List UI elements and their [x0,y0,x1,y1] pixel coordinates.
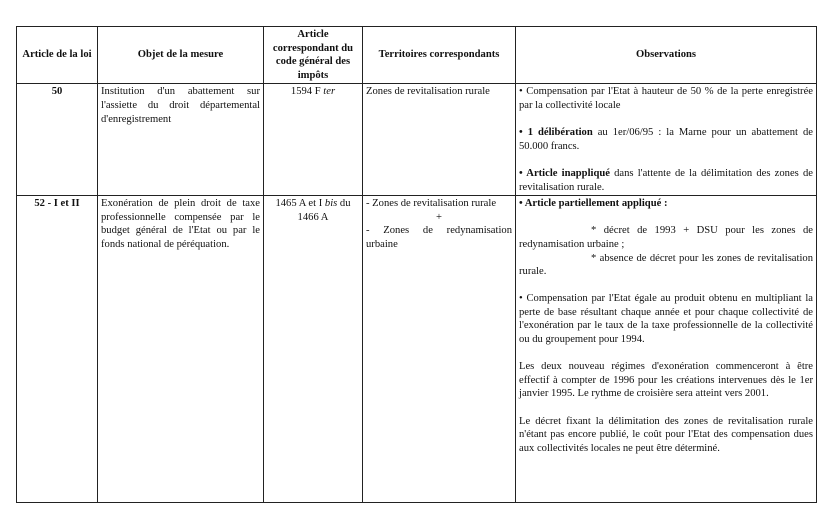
territoire: - Zones de revitalisation rurale [366,198,497,210]
territoire: - Zones de redynamisation urbaine [366,225,512,250]
observation-bold: • 1 délibération [519,127,593,139]
observations-cell [516,84,817,196]
table-row [17,84,817,196]
code-italic: ter [323,86,336,98]
observations-cell [516,196,817,503]
observation: • Compensation par l'Etat égale au produit obtenu en multipliant la perte de base résultant chaque année et pour chaque collectivité de l'exonération par le taux de la taxe professionnelle de la collectivité ou du groupement pour 1994. [519,293,813,346]
header-observations: Observations [516,27,817,84]
article-cell: 52 - I et II [17,196,98,503]
territoire-plus: + [436,211,442,223]
code-italic: bis [324,198,338,210]
observation [519,126,813,153]
observation-text: dans l'attente de la délimitation des zones de revitalisation rurale. [519,167,813,193]
header-objet: Objet de la mesure [98,27,264,84]
code-text: 1465 A et I [275,198,323,210]
code-cell [264,196,363,503]
observation [519,85,813,112]
header-code: Article correspondant du code général des impôts [264,27,363,84]
observation: Les deux nouveau régimes d'exonération commenceront à être effectif à compter de 1996 pour les créations intervenues dès le 1er janvier 1995. Le rythme de croisière sera atteint vers 2001. [519,361,813,400]
code-cell [264,84,363,196]
observation-title: • Article partiellement appliqué : [519,198,668,210]
observation-text: • Compensation par l'Etat à hauteur de 50 % de la perte enregistrée par la collectivité locale [519,86,813,111]
observation-sub: * décret de 1993 + DSU pour les zones de redynamisation urbaine ; [519,225,813,250]
observation-text: au 1er/06/95 : la Marne pour un abattement de 50.000 francs. [519,127,813,152]
territoires-cell: Zones de revitalisation rurale [363,84,516,196]
observation-bold: • Article inappliqué [519,167,610,179]
objet-cell: Institution d'un abattement sur l'assiette du droit départemental d'enregistrement [98,84,264,196]
territoires-cell [363,196,516,503]
table-row [17,196,817,503]
observation: Le décret fixant la délimitation des zones de revitalisation rurale n'étant pas encore publié, le coût pour l'Etat des compensation dues aux collectivités locales ne peut être déterminé. [519,415,813,454]
observation-sub: * absence de décret pour les zones de revitalisation rurale. [519,252,813,278]
code-text: 1594 F [290,86,321,98]
header-territoires: Territoires correspondants [363,27,516,84]
measures-table [16,26,817,503]
code-text: du 1466 A [297,198,351,223]
article-cell: 50 [17,84,98,196]
header-article: Article de la loi [17,27,98,84]
objet-cell: Exonération de plein droit de taxe professionnelle compensée par le budget général de l'Etat ou par le fonds national de péréquation. [98,196,264,503]
header-row [17,27,817,84]
observation [519,167,813,194]
